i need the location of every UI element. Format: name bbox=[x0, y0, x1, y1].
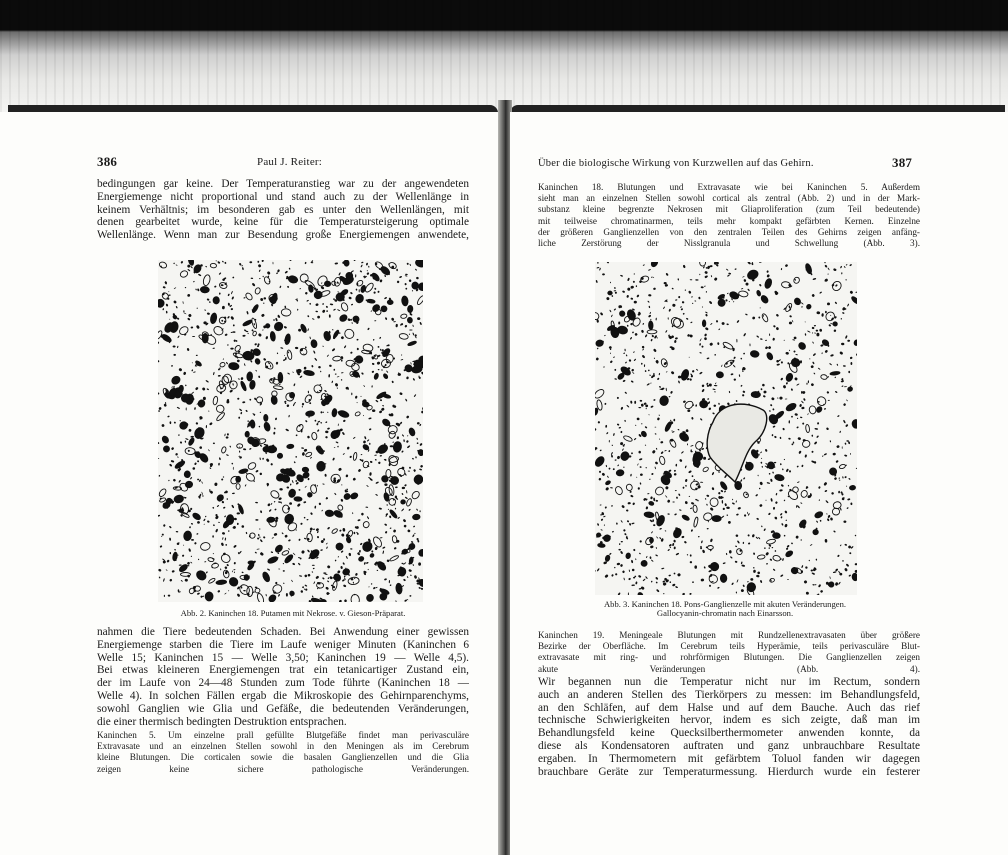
text-line: Welle 15; Kaninchen 15 — Welle 3,50; Kaninchen 19 — Welle 4,5). bbox=[97, 651, 469, 664]
right-paragraph-3 bbox=[538, 676, 920, 778]
text-line: keinem Verhältnis; im besonderen gab es unter den Wellenlängen, mit bbox=[97, 203, 469, 216]
text-line: Bei etwas kleineren Energiemengen trat ein tetanicartiger Zustand ein, bbox=[97, 664, 469, 677]
left-running-head: Paul J. Reiter: bbox=[257, 156, 323, 168]
left-page bbox=[0, 112, 500, 855]
right-running-head: Über die biologische Wirkung von Kurzwellen auf das Gehirn. bbox=[538, 158, 814, 169]
text-line: Kaninchen 18. Blutungen und Extravasate wie bei Kaninchen 5. Außerdem bbox=[538, 182, 920, 192]
text-line: bedingungen gar keine. Der Temperaturanstieg war zu der angewendeten bbox=[97, 178, 469, 190]
text-line: akute Veränderungen (Abb. 4). bbox=[538, 663, 920, 674]
figure-abb-3-caption: Abb. 3. Kaninchen 18. Pons-Ganglienzelle mit akuten Veränderungen. bbox=[603, 599, 847, 609]
text-line: ergaben. In Thermometern mit gefärbtem Toluol fanden wir dagegen bbox=[538, 752, 920, 765]
text-line: mit teilweise chromatinarmen, teils mehr kompakt gefärbten Kernen. Einzelne bbox=[538, 215, 920, 226]
scan-top-shadow bbox=[0, 0, 1008, 115]
right-paragraph-2 bbox=[538, 630, 920, 675]
text-line: der im Laufe von 24—48 Stunden zum Tode führte (Kaninchen 18 — bbox=[97, 677, 469, 690]
left-paragraph-2 bbox=[97, 626, 469, 728]
text-line: Energiemenge starben die Tiere im Laufe weniger Minuten (Kaninchen 6 bbox=[97, 638, 469, 651]
text-line: brauchbare Geräte zur Temperaturmessung. Hierdurch wurde ein festerer bbox=[538, 765, 920, 778]
right-paragraph-1 bbox=[538, 182, 920, 249]
left-page-number: 386 bbox=[97, 154, 118, 169]
text-line: der größeren Ganglienzellen von den zentralen Teilen des Gehirns zeigen anfäng- bbox=[538, 226, 920, 237]
text-line: denen gearbeitet wurde, keine für die Temperatursteigerung optimale bbox=[97, 216, 469, 229]
text-line: Behandlungsfeld keine Quecksilberthermometer anwenden konnte, da bbox=[538, 727, 920, 740]
text-line: Wellenlänge. Wenn man zur Besendung große Energiemengen anwendete, bbox=[97, 229, 469, 242]
text-line: Kaninchen 19. Meningeale Blutungen mit Rundzellenextravasaten über größere bbox=[538, 630, 920, 640]
right-page-number: 387 bbox=[892, 155, 913, 170]
text-line: sowohl Ganglien wie Glia und Gefäße, die bedeutenden Veränderungen, bbox=[97, 702, 469, 715]
figure-abb-2-caption: Abb. 2. Kaninchen 18. Putamen mit Nekrose. v. Gieson-Präparat. bbox=[180, 608, 406, 618]
text-line: technische Schwierigkeiten hervor, indem es sich zeigte, daß man im bbox=[538, 714, 920, 727]
text-line: Welle 4). In solchen Fällen ergab die Mikroskopie des Gehirnparenchyms, bbox=[97, 689, 469, 702]
text-line: sieht man an einzelnen Stellen sowohl cortical als zentral (Abb. 2) und in der Mark- bbox=[538, 193, 920, 204]
figure-abb-2-micrograph bbox=[158, 260, 423, 602]
text-line: auch an anderen Stellen des Tierkörpers zu messen: im Behandlungsfeld, bbox=[538, 688, 920, 701]
text-line: Extravasate und an einzelnen Stellen sowohl in den Meningen als im Cerebrum bbox=[97, 741, 469, 752]
text-line: an den Schläfen, auf dem Halse und auf dem Bauche. Auch das rief bbox=[538, 701, 920, 714]
text-line: liche Zerstörung der Nisslgranula und Schwellung (Abb. 3). bbox=[538, 238, 920, 249]
text-line: Wir begannen nun die Temperatur nicht nur im Rectum, sondern bbox=[538, 676, 920, 688]
text-line: zeigen keine sichere pathologische Veränderungen. bbox=[97, 763, 469, 774]
text-line: nahmen die Tiere bedeutenden Schaden. Bei Anwendung einer gewissen bbox=[97, 626, 469, 638]
right-page bbox=[510, 112, 1008, 855]
text-line: die einer thermisch bedingten Destruktion entsprachen. bbox=[97, 715, 347, 728]
text-line: diese als Kondensatoren auftraten und ganz unbrauchbare Resultate bbox=[538, 739, 920, 752]
text-line: extravasate mit ring- und rohrförmigen Blutungen. Die Ganglienzellen zeigen bbox=[538, 652, 920, 663]
left-paragraph-1 bbox=[97, 178, 469, 242]
left-paragraph-3 bbox=[97, 730, 469, 775]
text-line: Bezirke der Oberfläche. Im Cerebrum teils Hyperämie, teils perivasculäre Blut- bbox=[538, 641, 920, 652]
text-line: Energiemenge nicht proportional und stand auch zu der Wellenlänge in bbox=[97, 190, 469, 203]
figure-abb-3-micrograph bbox=[595, 262, 857, 595]
figure-abb-3-caption-line-2: Gallocyanin-chromatin nach Einarsson. bbox=[656, 608, 794, 618]
text-line: kleine Blutungen. Die corticalen sowie die basalen Ganglienzellen und die Glia bbox=[97, 752, 469, 763]
text-line: substanz kleine begrenzte Nekrosen mit Gliaproliferation (zum Teil bedeutende) bbox=[538, 204, 920, 215]
text-line: Kaninchen 5. Um einzelne prall gefüllte Blutgefäße findet man perivasculäre bbox=[97, 730, 469, 740]
